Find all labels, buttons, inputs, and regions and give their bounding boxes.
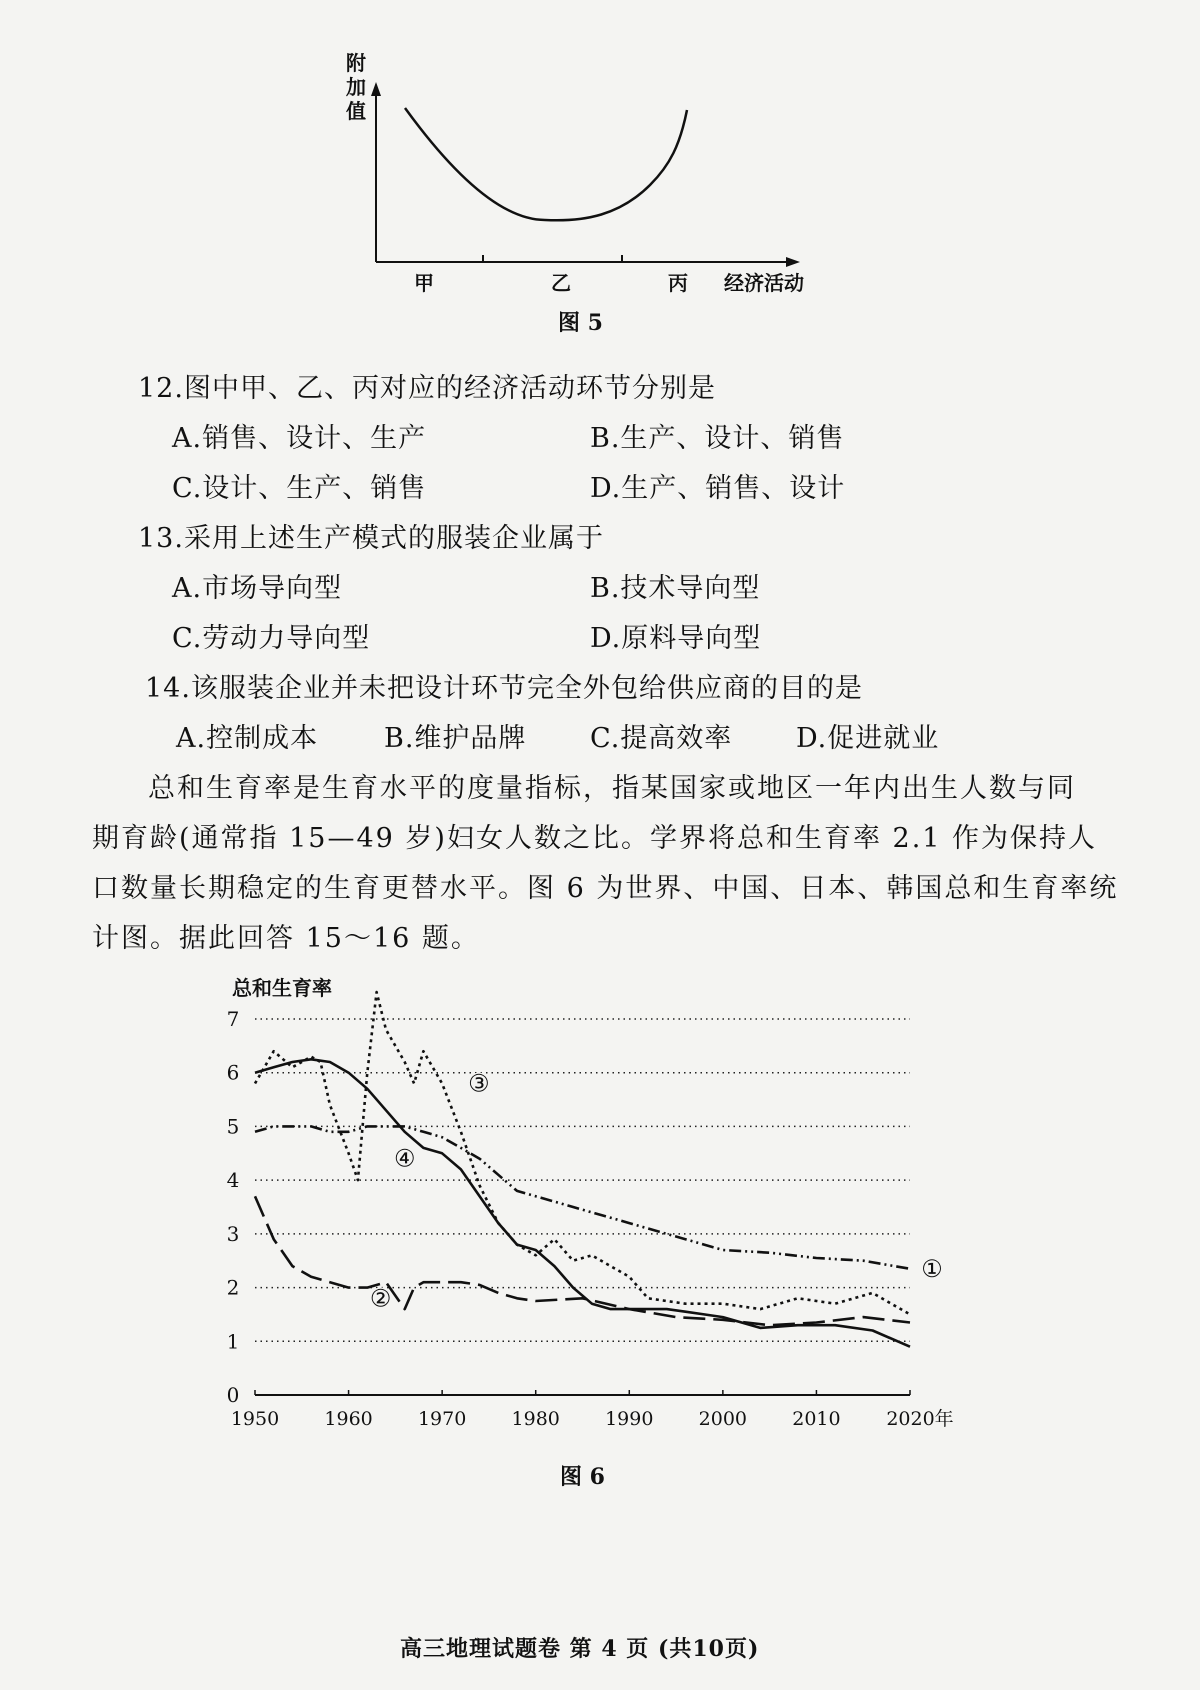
question-14-option-d: D.促进就业 xyxy=(796,723,940,754)
question-12-option-d: D.生产、销售、设计 xyxy=(590,473,846,504)
passage-line-4: 计图。据此回答 15～16 题。 xyxy=(92,923,480,954)
fig6-x-tick-label: 1950 xyxy=(230,1408,280,1430)
question-12-option-c: C.设计、生产、销售 xyxy=(172,473,427,504)
fig6-series-line-4 xyxy=(255,1059,910,1346)
fig5-y-arrow xyxy=(371,82,381,96)
fig6-y-tick-label: 1 xyxy=(226,1329,240,1354)
figure-5-chart xyxy=(330,50,850,320)
question-12-stem: 12.图中甲、乙、丙对应的经济活动环节分别是 xyxy=(138,373,716,404)
fig5-ylabel-char: 加 xyxy=(346,75,366,99)
question-13-stem: 13.采用上述生产模式的服装企业属于 xyxy=(138,523,604,554)
fig6-y-tick-label: 4 xyxy=(226,1168,240,1193)
fig5-ylabel-char: 值 xyxy=(346,99,366,123)
fig5-tick-label-bing: 丙 xyxy=(668,271,688,295)
fig6-x-tick-label: 2000 xyxy=(698,1408,748,1430)
fig5-xlabel: 经济活动 xyxy=(724,271,804,295)
fig6-x-tick-label: 1970 xyxy=(417,1408,467,1430)
question-14-option-b: B.维护品牌 xyxy=(384,723,527,754)
figure-5-caption: 图 5 xyxy=(558,310,603,336)
fig6-x-tick-label: 2010 xyxy=(792,1408,841,1430)
fig6-y-tick-label: 0 xyxy=(226,1383,240,1407)
question-13-option-d: D.原料导向型 xyxy=(590,623,762,654)
fig6-ylabel: 总和生育率 xyxy=(232,976,332,1000)
fig6-series-line-3 xyxy=(255,992,910,1314)
question-14-option-c: C.提高效率 xyxy=(590,723,733,754)
passage-line-2: 期育龄(通常指 15—49 岁)妇女人数之比。学界将总和生育率 2.1 作为保持人 xyxy=(92,823,1098,854)
fig5-value-curve xyxy=(405,108,687,220)
question-14-option-a: A.控制成本 xyxy=(176,723,319,754)
fig6-series-label: ③ xyxy=(468,1069,490,1098)
question-12-option-b: B.生产、设计、销售 xyxy=(590,423,845,454)
question-12-option-a: A.销售、设计、生产 xyxy=(172,423,427,454)
fig6-series-line-2 xyxy=(255,1196,910,1325)
fig6-y-tick-label: 3 xyxy=(226,1221,240,1246)
fig6-series-label: ② xyxy=(369,1284,392,1313)
fig6-y-tick-label: 2 xyxy=(226,1275,240,1300)
question-13-option-b: B.技术导向型 xyxy=(590,573,761,604)
figure-6-caption: 图 6 xyxy=(560,1464,605,1490)
passage-line-3: 口数量长期稳定的生育更替水平。图 6 为世界、中国、日本、韩国总和生育率统 xyxy=(92,873,1119,904)
figure-6-chart xyxy=(200,965,980,1445)
fig6-x-tick-label: 1960 xyxy=(324,1408,373,1430)
fig6-series-label: ④ xyxy=(393,1144,416,1173)
passage-line-1: 总和生育率是生育水平的度量指标，指某国家或地区一年内出生人数与同 xyxy=(148,773,1076,804)
fig6-x-tick-label: 2020年 xyxy=(886,1408,954,1430)
question-13-option-a: A.市场导向型 xyxy=(172,573,343,604)
fig5-ylabel-char: 附 xyxy=(346,51,366,75)
fig5-x-arrow xyxy=(786,257,800,267)
fig6-y-tick-label: 6 xyxy=(226,1060,240,1085)
question-13-option-c: C.劳动力导向型 xyxy=(172,623,371,654)
fig6-series-line-1 xyxy=(255,1126,910,1268)
page-footer: 高三地理试题卷 第 4 页 (共10页) xyxy=(400,1636,760,1662)
fig5-tick-label-yi: 乙 xyxy=(551,271,571,295)
fig6-series-label: ① xyxy=(921,1254,943,1283)
fig5-tick-label-jia: 甲 xyxy=(414,271,434,295)
fig6-x-tick-label: 1990 xyxy=(605,1408,654,1430)
question-14-stem: 14.该服装企业并未把设计环节完全外包给供应商的目的是 xyxy=(145,673,863,704)
fig6-y-tick-label: 5 xyxy=(226,1114,240,1139)
fig6-y-tick-label: 7 xyxy=(226,1007,240,1031)
fig6-x-tick-label: 1980 xyxy=(511,1408,560,1430)
